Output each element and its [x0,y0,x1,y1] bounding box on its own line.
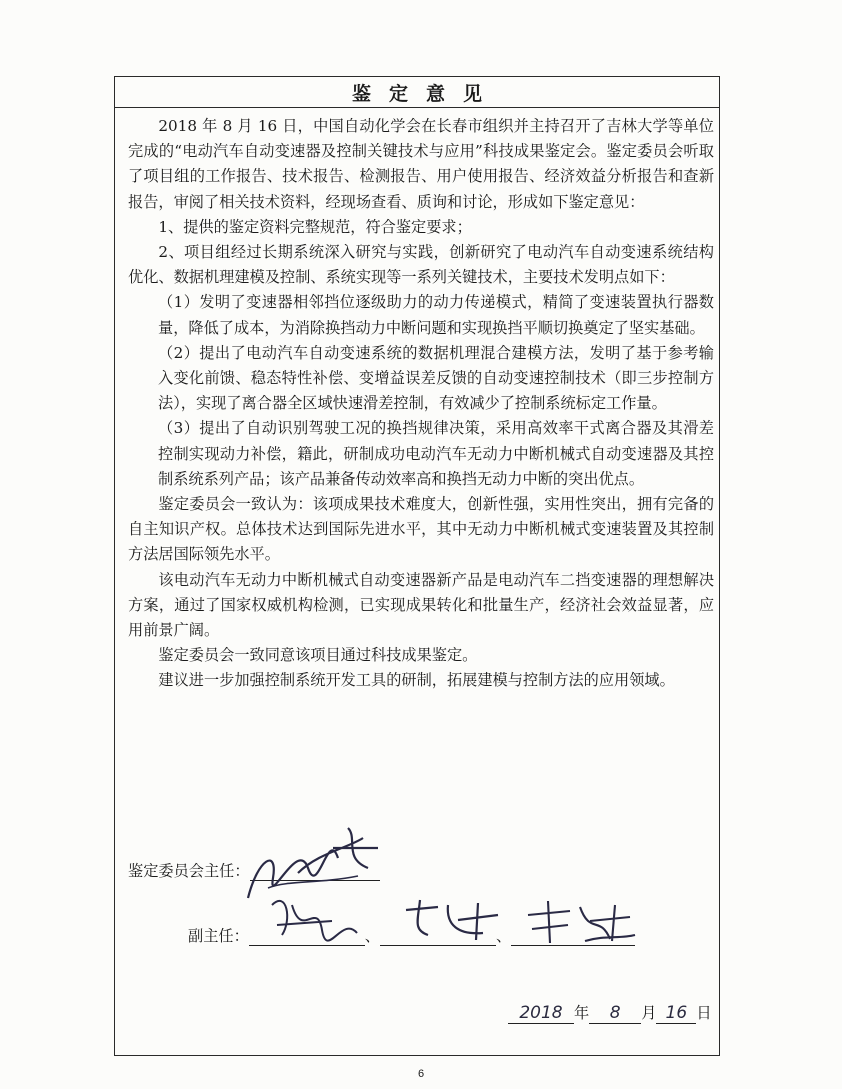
invention-point-3: （3）提出了自动识别驾驶工况的换挡规律决策，采用高效率干式离合器及其滑差控制实现动力补偿，籍此，研制成功电动汽车无动力中断机械式自动变速器及其控制系统系列产品；该产品兼备传动效率高和换挡无动力中断的突出优点。 [158,419,714,488]
paragraph-conclusion: 鉴定委员会一致认为：该项成果技术难度大，创新性强，实用性突出，拥有完备的自主知识产权。总体技术达到国际先进水平，其中无动力中断机械式变速装置及其控制方法居国际领先水平。 [128,495,714,564]
invention-point-1: （1）发明了变速器相邻挡位逐级助力的动力传递模式，精简了变速装置执行器数量，降低了成本，为消除换挡动力中断问题和实现换挡平顺切换奠定了坚实基础。 [158,293,714,337]
vice-separator-2: 、 [495,927,512,945]
date-year: 2018 [508,1003,574,1024]
date-day-unit: 日 [696,1004,712,1022]
vice-signature-3-icon [520,895,640,950]
date-day: 16 [656,1003,696,1024]
paragraph-item-1: 1、提供的鉴定资料完整规范，符合鉴定要求； [158,217,472,236]
paragraph-product: 该电动汽车无动力中断机械式自动变速器新产品是电动汽车二挡变速器的理想解决方案，通过了国家权威机构检测，已实现成果转化和批量生产，经济社会效益显著，应用前景广阔。 [128,570,714,640]
vice-signature-2-icon [398,895,508,950]
vice-label: 副主任： [188,927,249,945]
chair-label: 鉴定委员会主任： [128,862,250,880]
paragraph-suggestion: 建议进一步加强控制系统开发工具的研制，拓展建模与控制方法的应用领域。 [158,671,675,690]
title-row [115,77,719,108]
paragraph-approval: 鉴定委员会一致同意该项目通过科技成果鉴定。 [158,646,478,665]
paragraph-item-2: 2、项目组经过长期系统深入研究与实践，创新研究了电动汽车自动变速系统结构优化、数据机理建模及控制、系统实现等一系列关键技术，主要技术发明点如下： [128,243,714,287]
date-year-unit: 年 [574,1004,590,1022]
vice-signature-1-icon [262,885,372,950]
date-month-unit: 月 [641,1004,657,1022]
invention-point-2: （2）提出了电动汽车自动变速系统的数据机理混合建模方法，发明了基于参考输入变化前馈、稳态特性补偿、变增益误差反馈的自动变速控制技术（即三步控制方法），实现了离合器全区域快速滑差控制，有效减少了控制系统标定工作量。 [158,343,714,413]
page-number: 6 [417,1068,425,1080]
paragraph-intro: 2018 年 8 月 16 日，中国自动化学会在长春市组织并主持召开了吉林大学等单位完成的“电动汽车自动变速器及控制关键技术与应用”科技成果鉴定会。鉴定委员会听取了项目组的工作报告、技术报告、检测报告、用户使用报告、经济效益分析报告和查新报告，审阅了相关技术资料，经现场查看、质询和讨论，形成如下鉴定意见： [128,117,714,211]
date-month: 8 [589,1003,641,1024]
date-row [508,1003,712,1024]
page-title: 鉴定意见 [351,82,500,105]
opinion-body [128,114,714,694]
vice-separator-1: 、 [364,927,380,945]
